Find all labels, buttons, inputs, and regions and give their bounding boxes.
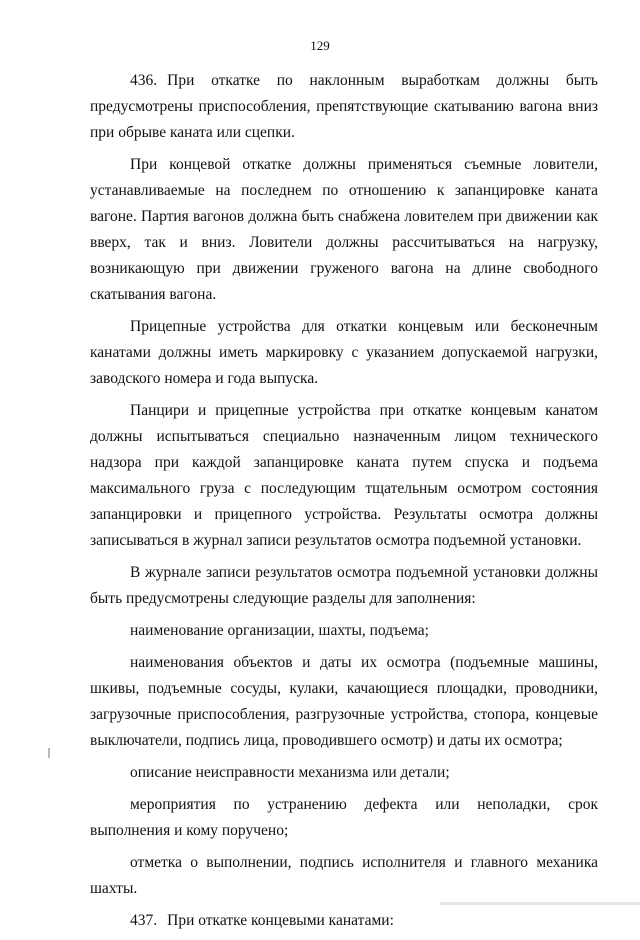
paragraph-text: При откатке по наклонным выработкам должны быть предусмотрены приспособления, препятствующие скатыванию вагона вниз при обрыве каната или сцепки. — [90, 72, 598, 141]
list-item: наименования объектов и даты их осмотра (подъемные машины, шкивы, подъемные сосуды, кулаки, качающиеся площадки, проводники, загрузочные приспособления, разгрузочные устройства, стопора, концевые выключатели, подпись лица, проводившего осмотр) и даты их осмотра; — [90, 654, 598, 749]
document-body — [90, 68, 598, 940]
paragraph-437 — [90, 908, 598, 934]
paragraph-coupling-devices: Прицепные устройства для откатки концевым или бесконечным канатами должны иметь маркировку с указанием допускаемой нагрузки, заводского номера и года выпуска. — [90, 318, 598, 387]
list-item: отметка о выполнении, подпись исполнителя и главного механика шахты. — [90, 854, 598, 897]
paragraph-journal-sections: В журнале записи результатов осмотра подъемной установки должны быть предусмотрены следующие разделы для заполнения: — [90, 564, 598, 607]
paragraph-number: 436. — [130, 72, 158, 89]
list-item: мероприятия по устранению дефекта или неполадки, срок выполнения и кому поручено; — [90, 796, 598, 839]
list-item: наименование организации, шахты, подъема; — [130, 622, 429, 639]
paragraph-armor-testing: Панцири и прицепные устройства при откатке концевым канатом должны испытываться специально назначенным лицом технического надзора при каждой запанцировке каната путем спуска и подъема максимального груза с последующим тщательным осмотром состояния запанцировки и прицепного устройства. Результаты осмотра должны записываться в журнал записи результатов осмотра подъемной установки. — [90, 402, 598, 549]
scan-mark — [48, 748, 50, 758]
page-number: 129 — [310, 38, 330, 53]
list-item: описание неисправности механизма или детали; — [130, 764, 450, 781]
paragraph-text: При откатке концевыми канатами: — [167, 912, 394, 929]
paragraph-end-haulage-catchers: При концевой откатке должны применяться съемные ловители, устанавливаемые на последнем по отношению к запанцировке каната вагоне. Партия вагонов должна быть снабжена ловителем при движении как вверх, так и вниз. Ловители должны рассчитываться на нагрузку, возникающую при движении груженого вагона на длине свободного скатывания вагона. — [90, 156, 598, 303]
paragraph-436 — [90, 68, 598, 146]
paragraph-number: 437. — [130, 912, 158, 929]
